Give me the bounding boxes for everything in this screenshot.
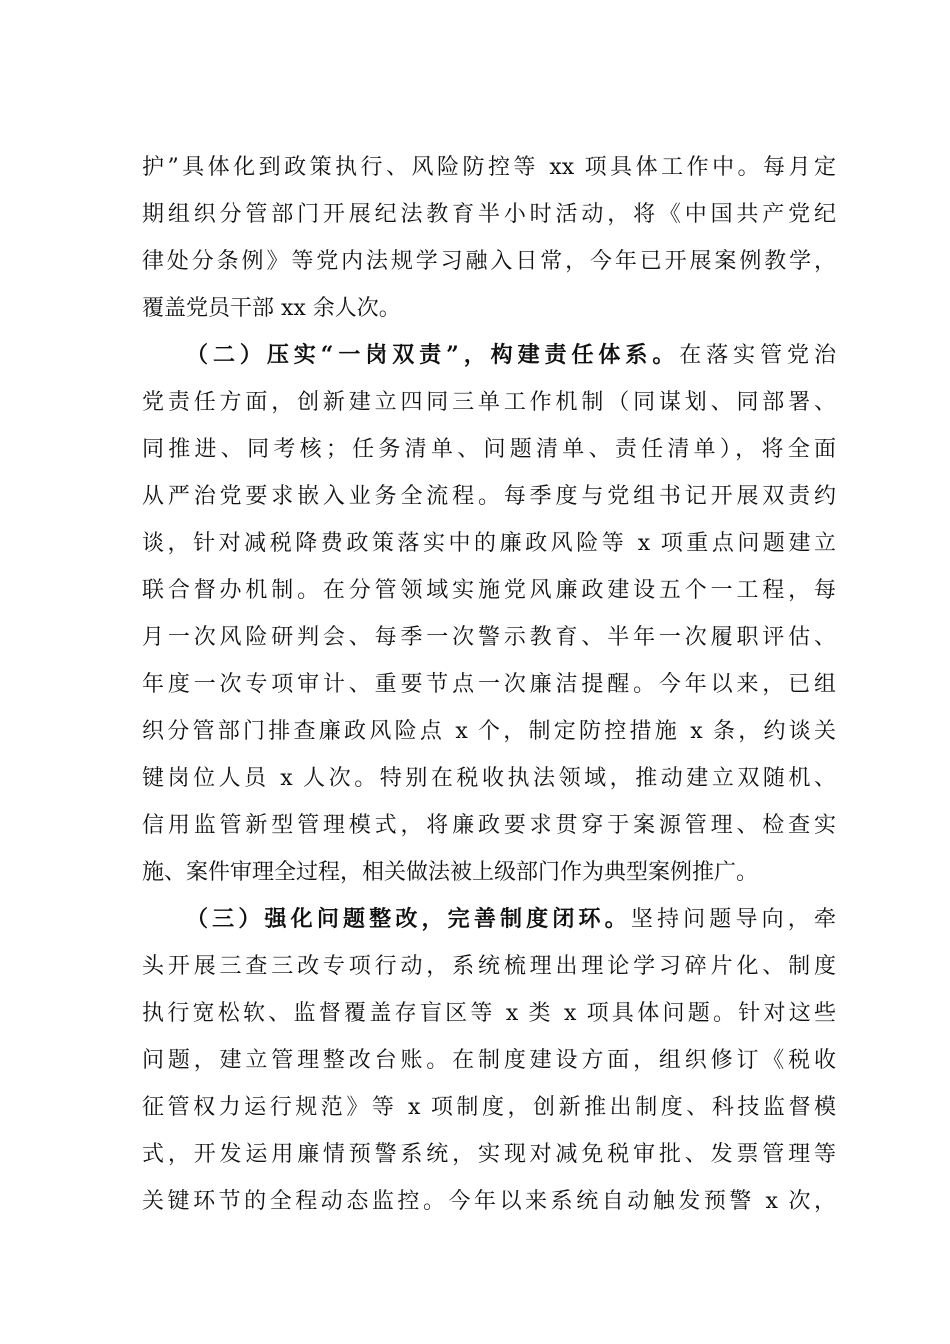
paragraph-2-first-line (142, 332, 836, 379)
text-span: 在落实管党治 (679, 343, 836, 368)
paragraph-1 (142, 144, 836, 332)
paragraph-3-first-line (142, 896, 836, 943)
text-line: 问题，建立管理整改台账。在制度建设方面，组织修订《税收 (142, 1048, 836, 1073)
text-line: 征管权力运行规范》等 x 项制度，创新推出制度、科技监督模 (142, 1095, 836, 1120)
text-line: 谈，针对减税降费政策落实中的廉政风险等 x 项重点问题建立 (142, 531, 836, 556)
text-line: 从严治党要求嵌入业务全流程。每季度与党组书记开展双责约 (142, 484, 836, 509)
text-line: 月一次风险研判会、每季一次警示教育、半年一次履职评估、 (142, 625, 836, 650)
text-line: 执行宽松软、监督覆盖存盲区等 x 类 x 项具体问题。针对这些 (142, 1001, 836, 1026)
paragraph-2 (142, 332, 836, 896)
section-heading: （二）压实“一岗双责”，构建责任体系。 (186, 342, 680, 368)
text-line: 期组织分管部门开展纪法教育半小时活动，将《中国共产党纪 (142, 202, 836, 227)
text-line: 年度一次专项审计、重要节点一次廉洁提醒。今年以来，已组 (142, 672, 836, 697)
text-line: 律处分条例》等党内法规学习融入日常，今年已开展案例教学， (142, 249, 836, 274)
text-line: 覆盖党员干部 xx 余人次。 (142, 296, 401, 321)
text-line: 关键环节的全程动态监控。今年以来系统自动触发预警 x 次， (142, 1189, 836, 1214)
text-line: 护”具体化到政策执行、风险防控等 xx 项具体工作中。每月定 (142, 155, 836, 180)
text-line: 式，开发运用廉情预警系统，实现对减免税审批、发票管理等 (142, 1142, 836, 1167)
document-body (142, 144, 836, 1225)
section-heading: （三）强化问题整改，完善制度闭环。 (186, 906, 631, 932)
text-span: 坚持问题导向，牵 (630, 907, 836, 932)
paragraph-3 (142, 896, 836, 1225)
text-line: 信用监管新型管理模式，将廉政要求贯穿于案源管理、检查实 (142, 813, 836, 838)
text-line: 织分管部门排查廉政风险点 x 个，制定防控措施 x 条，约谈关 (142, 719, 836, 744)
text-line: 党责任方面，创新建立四同三单工作机制（同谋划、同部署、 (142, 390, 836, 415)
text-line: 施、案件审理全过程，相关做法被上级部门作为典型案例推广。 (142, 860, 759, 885)
text-line: 键岗位人员 x 人次。特别在税收执法领域，推动建立双随机、 (142, 766, 836, 791)
text-line: 联合督办机制。在分管领域实施党风廉政建设五个一工程，每 (142, 578, 836, 603)
text-line: 头开展三查三改专项行动，系统梳理出理论学习碎片化、制度 (142, 954, 836, 979)
text-line: 同推进、同考核；任务清单、问题清单、责任清单），将全面 (142, 437, 836, 462)
